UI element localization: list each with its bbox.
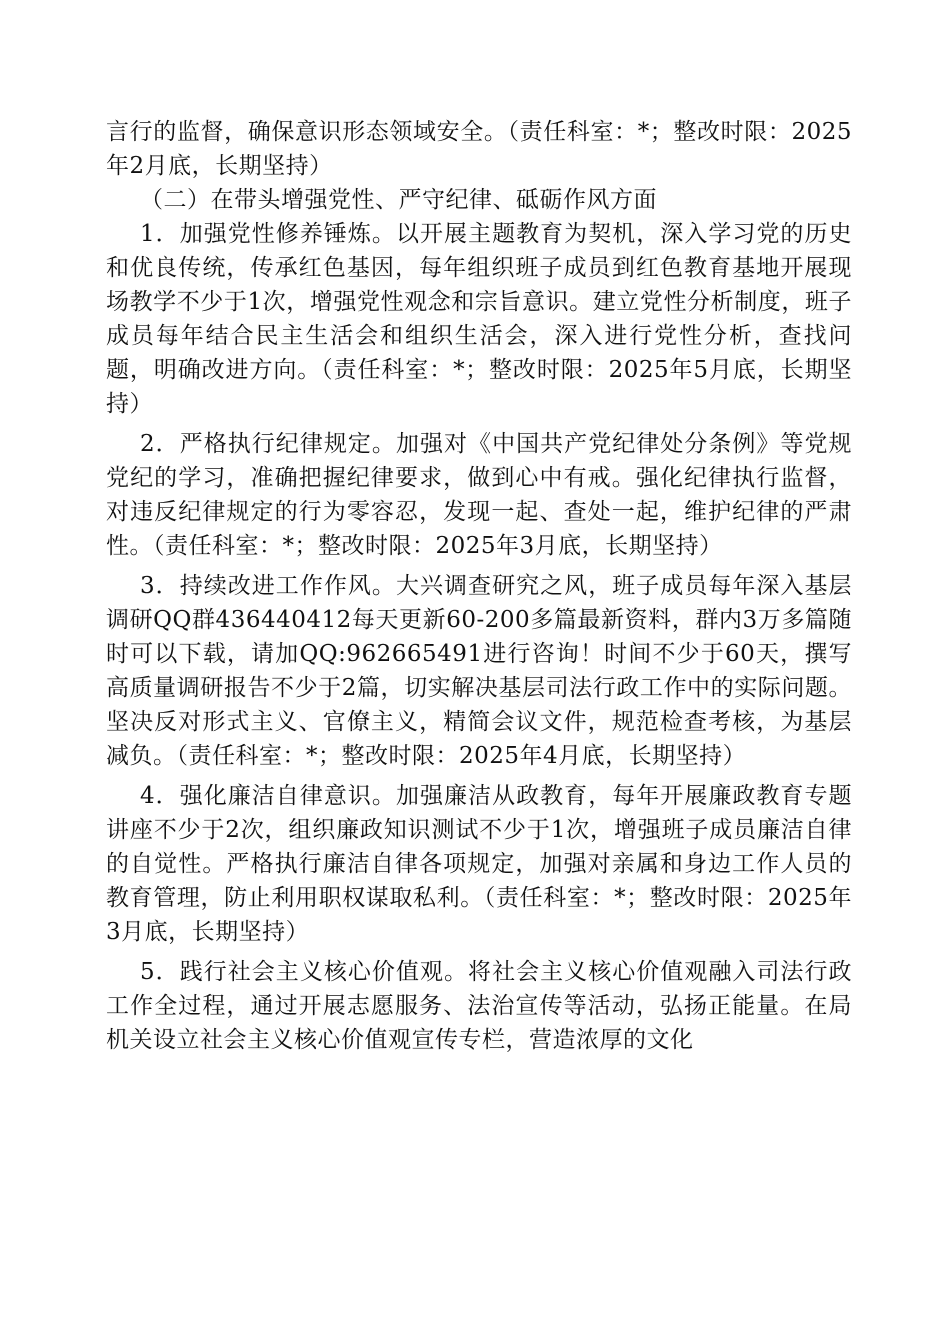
section-heading: （二）在带头增强党性、严守纪律、砥砺作风方面 bbox=[140, 187, 657, 213]
paragraph-item-2: 2．严格执行纪律规定。加强对《中国共产党纪律处分条例》等党规党纪的学习，准确把握纪律要求，做到心中有戒。强化纪律执行监督，对违反纪律规定的行为零容忍，发现一起、查处一起，维护纪律的严肃性。（责任科室：*；整改时限：2025年3月底，长期坚持） bbox=[106, 431, 852, 559]
paragraph-item-5: 5．践行社会主义核心价值观。将社会主义核心价值观融入司法行政工作全过程，通过开展志愿服务、法治宣传等活动，弘扬正能量。在局机关设立社会主义核心价值观宣传专栏，营造浓厚的文化 bbox=[106, 959, 852, 1053]
paragraph-item-1: 1．加强党性修养锤炼。以开展主题教育为契机，深入学习党的历史和优良传统，传承红色基因，每年组织班子成员到红色教育基地开展现场教学不少于1次，增强党性观念和宗旨意识。建立党性分析制度，班子成员每年结合民主生活会和组织生活会，深入进行党性分析，查找问题，明确改进方向。（责任科室：*；整改时限：2025年5月底，长期坚持） bbox=[106, 221, 852, 417]
paragraph-item-3: 3．持续改进工作作风。大兴调查研究之风，班子成员每年深入基层调研QQ群436440412每天更新60-200多篇最新资料，群内3万多篇随时可以下载，请加QQ:962665491进行咨询！时间不少于60天，撰写高质量调研报告不少于2篇，切实解决基层司法行政工作中的实际问题。坚决反对形式主义、官僚主义，精简会议文件，规范检查考核，为基层减负。（责任科室：*；整改时限：2025年4月底，长期坚持） bbox=[106, 573, 852, 769]
paragraph-continuation: 言行的监督，确保意识形态领域安全。（责任科室：*；整改时限：2025年2月底，长期坚持） bbox=[106, 119, 852, 179]
paragraph-item-4: 4．强化廉洁自律意识。加强廉洁从政教育，每年开展廉政教育专题讲座不少于2次，组织廉政知识测试不少于1次，增强班子成员廉洁自律的自觉性。严格执行廉洁自律各项规定，加强对亲属和身边工作人员的教育管理，防止利用职权谋取私利。（责任科室：*；整改时限：2025年3月底，长期坚持） bbox=[106, 783, 852, 945]
document-body bbox=[106, 115, 852, 1057]
